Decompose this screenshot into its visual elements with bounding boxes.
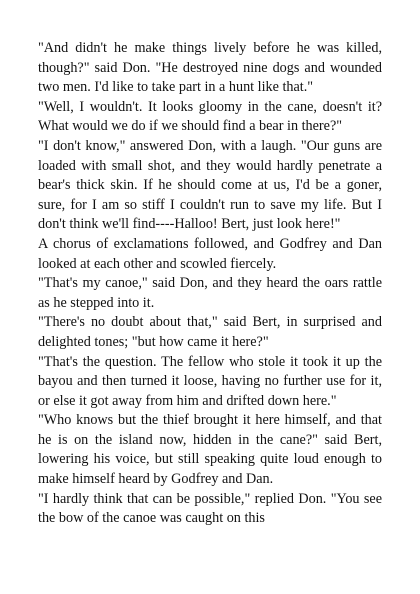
- paragraph: "Well, I wouldn't. It looks gloomy in the cane, doesn't it? What would we do if we should find a bear in there?": [38, 98, 382, 135]
- book-page-text: [38, 39, 382, 529]
- paragraph: "That's my canoe," said Don, and they heard the oars rattle as he stepped into it.: [38, 275, 382, 311]
- paragraph: "I don't know," answered Don, with a laugh. "Our guns are loaded with small shot, and they would hardly penetrate a bear's thick skin. If he should come at us, I'd be a goner, sure, for I am so stiff I couldn't run to save my life. But I don't think we'll find----Halloo! Bert, just look here!": [38, 137, 382, 233]
- paragraph: "There's no doubt about that," said Bert, in surprised and delighted tones; "but how came it here?": [38, 314, 382, 350]
- paragraph: A chorus of exclamations followed, and Godfrey and Dan looked at each other and scowled fiercely.: [38, 235, 382, 272]
- paragraph: "I hardly think that can be possible," replied Don. "You see the bow of the canoe was caught on this: [38, 490, 382, 527]
- paragraph: "Who knows but the thief brought it here himself, and that he is on the island now, hidden in the cane?" said Bert, lowering his voice, but still speaking quite loud enough to make himself heard by Godfrey and Dan.: [38, 412, 382, 488]
- paragraph: "And didn't he make things lively before he was killed, though?" said Don. "He destroyed nine dogs and wounded two men. I'd like to take part in a hunt like that.": [38, 40, 382, 96]
- paragraph: "That's the question. The fellow who stole it took it up the bayou and then turned it loose, having no further use for it, or else it got away from him and drifted down here.": [38, 353, 382, 409]
